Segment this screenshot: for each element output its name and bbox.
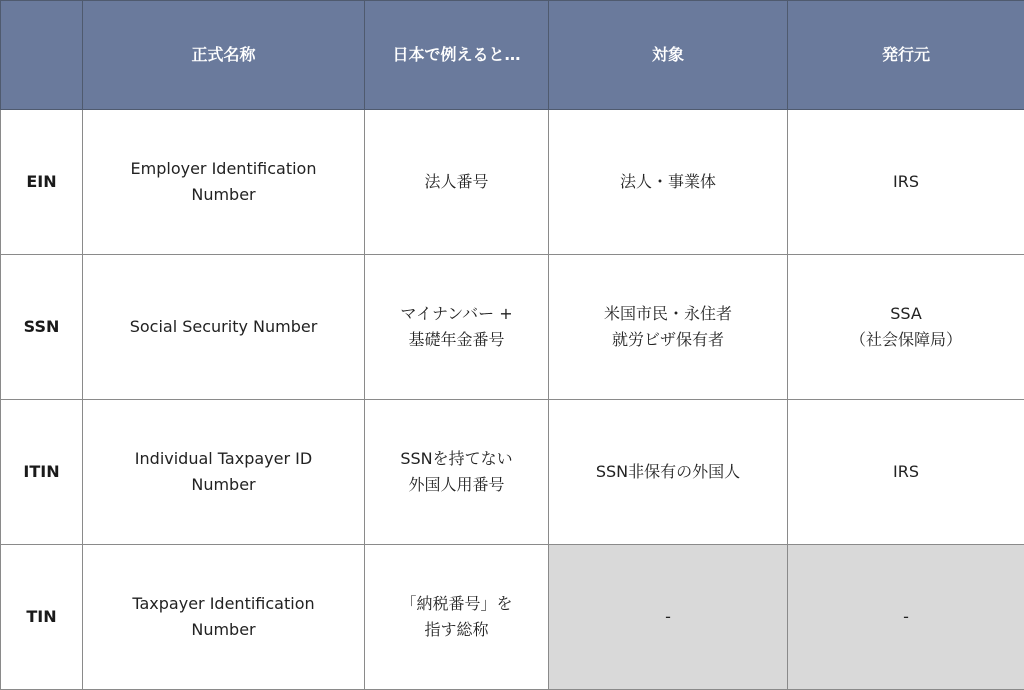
cell-line: 基礎年金番号 <box>375 327 538 353</box>
cell-official-name <box>83 545 365 690</box>
cell-line: 「納税番号」を <box>375 591 538 617</box>
cell-line: Social Security Number <box>93 314 354 340</box>
cell-official-name <box>83 110 365 255</box>
cell-japan-equivalent <box>365 255 549 400</box>
cell-line: Number <box>93 617 354 643</box>
cell-target-empty <box>549 545 788 690</box>
table-body <box>1 110 1024 690</box>
cell-line: 米国市民・永住者 <box>559 301 777 327</box>
header-japan-equivalent: 日本で例えると… <box>365 1 549 110</box>
cell-line: SSNを持てない <box>375 446 538 472</box>
header-target: 対象 <box>549 1 788 110</box>
cell-target <box>549 110 788 255</box>
cell-line: Number <box>93 472 354 498</box>
cell-abbr: EIN <box>1 110 83 255</box>
cell-issuer <box>788 110 1024 255</box>
cell-line: Taxpayer Identification <box>93 591 354 617</box>
header-row <box>1 1 1024 110</box>
cell-line: 指す総称 <box>375 617 538 643</box>
cell-target <box>549 400 788 545</box>
cell-line: 外国人用番号 <box>375 472 538 498</box>
cell-line: マイナンバー + <box>375 301 538 327</box>
cell-official-name <box>83 400 365 545</box>
cell-abbr: ITIN <box>1 400 83 545</box>
cell-line: 法人番号 <box>375 169 538 195</box>
cell-line: Employer Identification <box>93 156 354 182</box>
table-row-ein <box>1 110 1024 255</box>
cell-abbr: TIN <box>1 545 83 690</box>
cell-abbr: SSN <box>1 255 83 400</box>
cell-line: IRS <box>798 459 1014 485</box>
cell-issuer <box>788 255 1024 400</box>
cell-target <box>549 255 788 400</box>
cell-line: （社会保障局） <box>798 327 1014 353</box>
cell-line: 就労ビザ保有者 <box>559 327 777 353</box>
cell-line: Number <box>93 182 354 208</box>
cell-issuer-empty <box>788 545 1024 690</box>
table-header <box>1 1 1024 110</box>
table-row-tin <box>1 545 1024 690</box>
header-official-name: 正式名称 <box>83 1 365 110</box>
header-abbr <box>1 1 83 110</box>
cell-issuer <box>788 400 1024 545</box>
cell-line: SSN非保有の外国人 <box>559 459 777 485</box>
cell-line: 法人・事業体 <box>559 169 777 195</box>
table-row-ssn <box>1 255 1024 400</box>
cell-official-name <box>83 255 365 400</box>
cell-line: IRS <box>798 169 1014 195</box>
cell-line: - <box>559 604 777 630</box>
cell-line: SSA <box>798 301 1014 327</box>
cell-line: - <box>798 604 1014 630</box>
header-issuer: 発行元 <box>788 1 1024 110</box>
cell-line: Individual Taxpayer ID <box>93 446 354 472</box>
table-row-itin <box>1 400 1024 545</box>
cell-japan-equivalent <box>365 110 549 255</box>
cell-japan-equivalent <box>365 400 549 545</box>
cell-japan-equivalent <box>365 545 549 690</box>
